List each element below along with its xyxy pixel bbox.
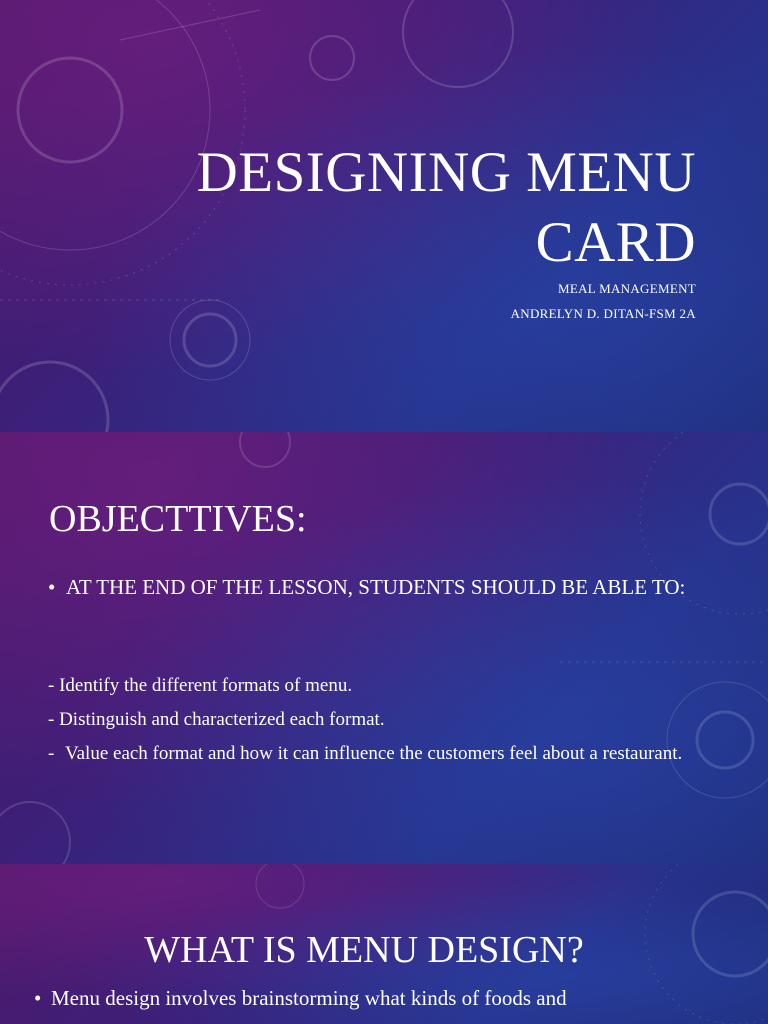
subtitle-author: ANDRELYN D. DITAN-FSM 2A — [510, 306, 696, 321]
title-line-2: CARD — [535, 211, 696, 274]
bullet-text: • AT THE END OF THE LESSON, STUDENTS SHOULD BE ABLE TO: — [48, 574, 686, 601]
dash-marker: - — [48, 743, 55, 764]
bullet-text: • Menu design involves brainstorming what kinds of foods and — [34, 985, 751, 1012]
objective-line — [48, 740, 685, 767]
objectives-slide — [0, 432, 768, 864]
title-slide — [0, 0, 768, 432]
title-line-1: DESIGNING MENU — [196, 141, 696, 204]
slide-heading: OBJECTTIVES: — [49, 498, 307, 540]
objective-text: Value each format and how it can influence the customers feel about a restaurant. — [65, 743, 683, 764]
slide-title — [56, 138, 696, 278]
slide-heading: WHAT IS MENU DESIGN? — [144, 929, 584, 971]
menu-design-slide — [0, 864, 768, 1024]
subtitle-course: MEAL MANAGEMENT — [558, 281, 696, 296]
objective-line: - Identify the different formats of menu. — [48, 675, 353, 696]
objective-line: - Distinguish and characterized each format. — [48, 709, 385, 730]
